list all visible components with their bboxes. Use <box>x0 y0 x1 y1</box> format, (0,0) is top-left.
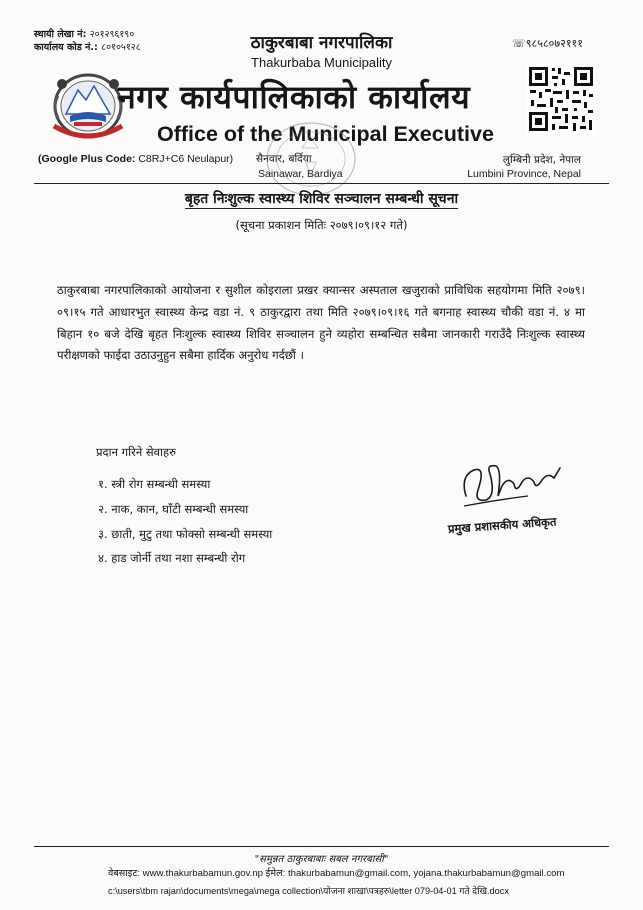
municipality-name-english: Thakurbaba Municipality <box>251 55 392 70</box>
handwritten-signature <box>456 456 576 518</box>
notice-subject-text: बृहत निःशुल्क स्वास्थ्य शिविर सञ्चालन सम्बन्धी सूचना <box>184 191 459 207</box>
service-item-3: ३. छाती, मुटु तथा फोक्सो सम्बन्धी समस्या <box>98 527 273 541</box>
footer-contact: वेबसाइट: www.thakurbabamun.gov.np ईमेल: thakurbabamun@gmail.com, yojana.thakurbabamun@gmail.com <box>108 868 565 879</box>
province-nepali: लुम्बिनी प्रदेश, नेपाल <box>502 154 581 166</box>
nepal-emblem-logo <box>48 66 128 142</box>
footer-divider <box>34 846 609 847</box>
publication-date: (सूचना प्रकाशन मितिः २०७९।०९।१२ गते) <box>235 218 408 232</box>
ref-value-2: ८०१०५१२८ <box>101 42 141 53</box>
location-nepali: सैनवार, बर्दिया <box>256 153 312 165</box>
notice-body: ठाकुरबाबा नगरपालिकाको आयोजना र सुशील कोइराला प्रखर क्यान्सर अस्पताल खजुराको प्राविधिक सहयोगमा मिति २०७९।०९।१५ गते आधारभुत स्वास्थ्य केन्द्र वडा नं. ९ ठाकुरद्वारा तथा मिति २०७९।०९।१६ गते बगनाह स्वास्थ्य चौकी वडा नं. ४ मा बिहान १० बजे देखि बृहत निःशुल्क स्वास्थ्य शिविर सञ्चालन हुने व्यहोरा सम्बन्धित सबैमा जानकारी गराउँदै निःशुल्क स्वास्थ्य परीक्षणको फाईदा उठाउनुहुन सबैमा हार्दिक अनुरोध गर्दछौं । <box>57 283 585 363</box>
ref-label-1: स्थायी लेखा नं: <box>34 29 87 40</box>
qr-code <box>526 64 596 134</box>
location-english: Sainawar, Bardiya <box>258 168 343 180</box>
municipality-name-nepali: ठाकुरबाबा नगरपालिका <box>250 33 393 53</box>
footer-motto: "समुन्नत ठाकुरबाबाः सबल नगरबासी" <box>254 854 389 865</box>
office-title-english: Office of the Municipal Executive <box>157 122 494 146</box>
office-stamp <box>262 118 360 200</box>
signer-designation: प्रमुख प्रशासकीय अधिकृत <box>447 514 557 536</box>
google-plus-code <box>38 153 233 165</box>
ref-label-2: कार्यालय कोड नं.: <box>34 42 98 53</box>
footer-file-path: c:\users\tbm rajan\documents\mega\mega collection\योजना शाखा\पत्रहरु\letter 079-04-01 गते देखि.docx <box>108 886 509 896</box>
service-item-1: १. स्त्री रोग सम्बन्धी समस्या <box>98 477 211 491</box>
ref-value-1: २०१२९६१९० <box>89 29 135 40</box>
office-title-nepali: नगर कार्यपालिकाको कार्यालय <box>118 78 471 116</box>
header-divider <box>34 183 609 184</box>
province-english: Lumbini Province, Nepal <box>467 168 581 180</box>
service-item-2: २. नाक, कान, घाँटी सम्बन्धी समस्या <box>98 502 249 516</box>
services-heading: प्रदान गरिने सेवाहरु <box>96 445 176 459</box>
google-plus-code-value: C8RJ+C6 Neulapur) <box>138 153 234 165</box>
service-item-4: ४. हाड जोर्नी तथा नशा सम्बन्धी रोग <box>98 551 246 565</box>
google-plus-code-label: (Google Plus Code: <box>38 153 136 165</box>
notice-subject <box>0 189 643 208</box>
phone-number: ☏९८५८०७२१११ <box>512 37 583 50</box>
